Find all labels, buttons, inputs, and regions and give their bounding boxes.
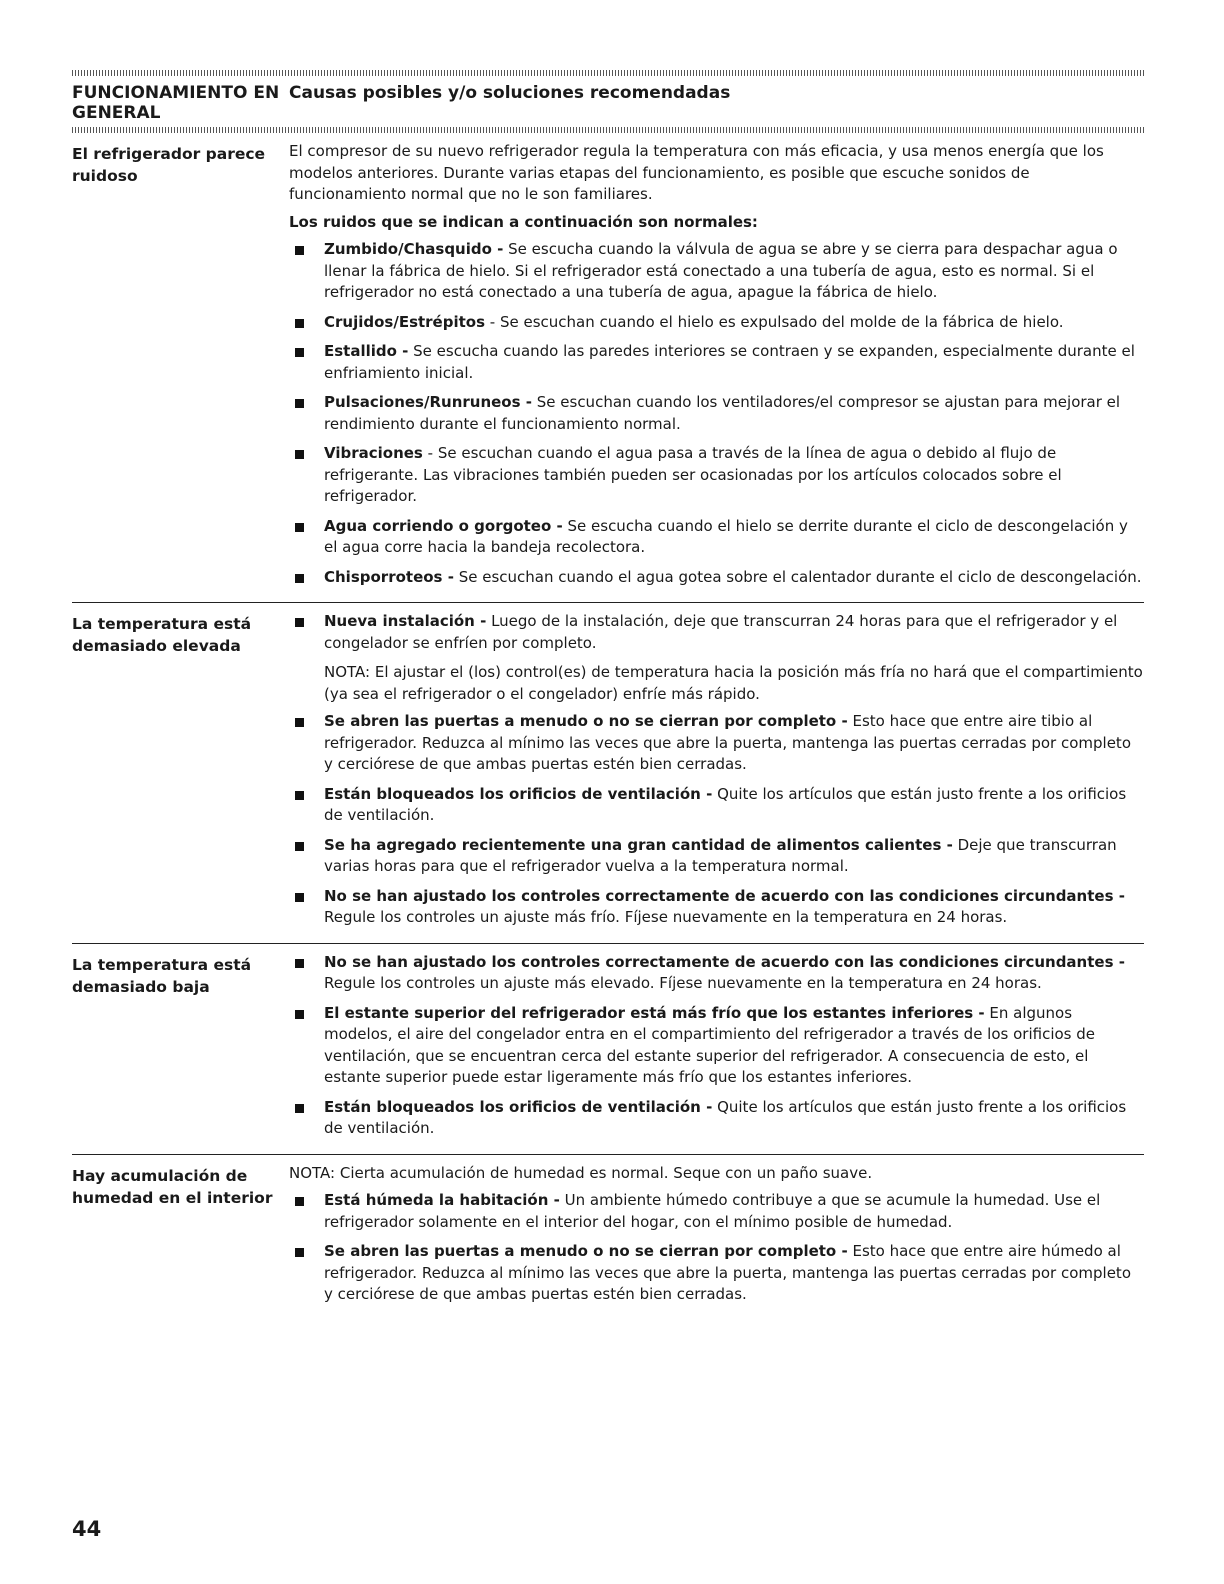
list-item: Pulsaciones/Runruneos - Se escuchan cuando los ventiladores/el compresor se ajustan para mejorar el rendimiento durante el funcionamiento normal. <box>289 392 1144 435</box>
square-bullet-icon <box>295 791 304 800</box>
square-bullet-icon <box>295 1248 304 1257</box>
square-bullet-icon <box>295 399 304 408</box>
header-col1: FUNCIONAMIENTO EN GENERAL <box>72 83 280 123</box>
square-bullet-icon <box>295 893 304 902</box>
square-bullet-icon <box>295 1197 304 1206</box>
list-item: Estallido - Se escucha cuando las paredes interiores se contraen y se expanden, especialmente durante el enfriamiento inicial. <box>289 341 1144 384</box>
list-item: Están bloqueados los orificios de ventilación - Quite los artículos que están justo frente a los orificios de ventilación. <box>289 784 1144 827</box>
square-bullet-icon <box>295 718 304 727</box>
troubleshooting-table <box>72 70 1144 1320</box>
section-moisture <box>72 1154 1144 1320</box>
bullet-list <box>289 711 1144 929</box>
list-item: Se ha agregado recientemente una gran cantidad de alimentos calientes - Deje que transcurran varias horas para que el refrigerador vuelva a la temperatura normal. <box>289 835 1144 878</box>
section-intro: El compresor de su nuevo refrigerador regula la temperatura con más eficacia, y usa menos energía que los modelos anteriores. Durante varias etapas del funcionamiento, es posible que escuche sonidos de funcionamiento normal que no le son familiares. <box>289 142 1104 203</box>
square-bullet-icon <box>295 959 304 968</box>
bullet-list <box>289 239 1144 588</box>
section-label: Hay acumulación de humedad en el interior <box>72 1166 273 1207</box>
note-text: NOTA: El ajustar el (los) control(es) de temperatura hacia la posición más fría no hará que el compartimiento (ya sea el refrigerador o el congelador) enfríe más rápido. <box>324 663 1143 703</box>
section-label: La temperatura está demasiado elevada <box>72 615 252 655</box>
section-temp-low <box>72 943 1144 1154</box>
section-body <box>289 611 1144 937</box>
section-temp-high <box>72 602 1144 943</box>
square-bullet-icon <box>295 450 304 459</box>
list-item: El estante superior del refrigerador está más frío que los estantes inferiores - En algunos modelos, el aire del congelador entra en el compartimiento del refrigerador a través de los orificios de ventilación, que se encuentran cerca del estante superior del refrigerador. A consecuencia de esto, el estante superior puede estar ligeramente más frío que los estantes inferiores. <box>289 1003 1144 1089</box>
square-bullet-icon <box>295 842 304 851</box>
square-bullet-icon <box>295 618 304 627</box>
list-item: Se abren las puertas a menudo o no se cierran por completo - Esto hace que entre aire húmedo al refrigerador. Reduzca al mínimo las veces que abre la puerta, mantenga las puertas cerradas por completo y cerciórese de que ambas puertas estén bien cerradas. <box>289 1241 1144 1306</box>
square-bullet-icon <box>295 348 304 357</box>
list-item: Zumbido/Chasquido - Se escucha cuando la válvula de agua se abre y se cierra para despachar agua o llenar la fábrica de hielo. Si el refrigerador está conectado a una tubería de agua, esto es normal. Si el refrigerador no está conectado a una tubería de agua, apague la fábrica de hielo. <box>289 239 1144 304</box>
page-number: 44 <box>72 1517 102 1541</box>
bullet-list <box>289 952 1144 1140</box>
list-item: Crujidos/Estrépitos - Se escuchan cuando el hielo es expulsado del molde de la fábrica de hielo. <box>289 312 1144 334</box>
section-body <box>289 141 1144 596</box>
list-item: Agua corriendo o gorgoteo - Se escucha cuando el hielo se derrite durante el ciclo de descongelación y el agua corre hacia la bandeja recolectora. <box>289 516 1144 559</box>
list-item: Se abren las puertas a menudo o no se cierran por completo - Esto hace que entre aire tibio al refrigerador. Reduzca al mínimo las veces que abre la puerta, mantenga las puertas cerradas por completo y cerciórese de que ambas puertas estén bien cerradas. <box>289 711 1144 776</box>
bullet-list <box>289 611 1144 654</box>
section-body <box>289 952 1144 1148</box>
list-item: No se han ajustado los controles correctamente de acuerdo con las condiciones circundantes - Regule los controles un ajuste más elevado. Fíjese nuevamente en la temperatura en 24 horas. <box>289 952 1144 995</box>
section-label: El refrigerador parece ruidoso <box>72 145 266 185</box>
list-item: Está húmeda la habitación - Un ambiente húmedo contribuye a que se acumule la humedad. Use el refrigerador solamente en el interior del hogar, con el mínimo posible de humedad. <box>289 1190 1144 1233</box>
list-item: Están bloqueados los orificios de ventilación - Quite los artículos que están justo frente a los orificios de ventilación. <box>289 1097 1144 1140</box>
square-bullet-icon <box>295 574 304 583</box>
header-col2: Causas posibles y/o soluciones recomendadas <box>289 83 731 103</box>
section-lead: Los ruidos que se indican a continuación son normales: <box>289 212 758 231</box>
square-bullet-icon <box>295 1010 304 1019</box>
section-noise <box>72 133 1144 602</box>
square-bullet-icon <box>295 523 304 532</box>
square-bullet-icon <box>295 246 304 255</box>
list-item: Chisporroteos - Se escuchan cuando el agua gotea sobre el calentador durante el ciclo de descongelación. <box>289 567 1144 589</box>
list-item: Nueva instalación - Luego de la instalación, deje que transcurran 24 horas para que el refrigerador y el congelador se enfríen por completo. <box>289 611 1144 654</box>
square-bullet-icon <box>295 1104 304 1113</box>
section-label: La temperatura está demasiado baja <box>72 955 252 996</box>
list-item: Vibraciones - Se escuchan cuando el agua pasa a través de la línea de agua o debido al flujo de refrigerante. Las vibraciones también pueden ser ocasionadas por los artículos colocados sobre el refrigerador. <box>289 443 1144 508</box>
bullet-list <box>289 1190 1144 1306</box>
list-item: No se han ajustado los controles correctamente de acuerdo con las condiciones circundantes - Regule los controles un ajuste más frío. Fíjese nuevamente en la temperatura en 24 horas. <box>289 886 1144 929</box>
square-bullet-icon <box>295 319 304 328</box>
section-body <box>289 1163 1144 1314</box>
table-header <box>72 76 1144 127</box>
section-intro: NOTA: Cierta acumulación de humedad es normal. Seque con un paño suave. <box>289 1163 873 1182</box>
